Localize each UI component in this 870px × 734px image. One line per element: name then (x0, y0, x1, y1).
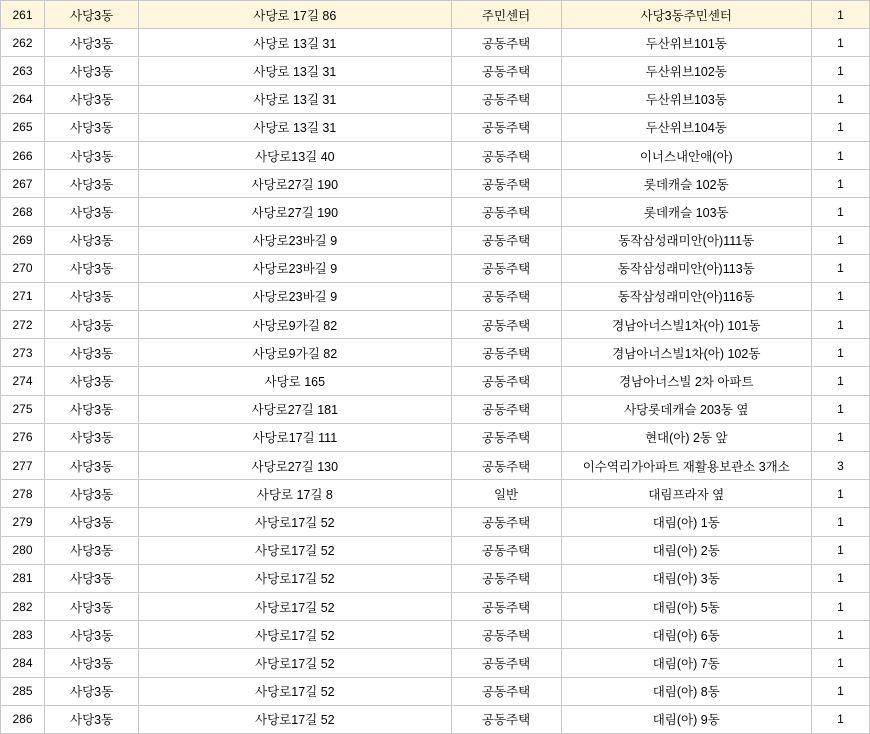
cell-type: 공동주택 (451, 254, 561, 282)
cell-count: 1 (811, 649, 869, 677)
cell-count: 1 (811, 621, 869, 649)
cell-facility-name: 현대(아) 2동 앞 (561, 423, 811, 451)
cell-facility-name: 대림(아) 1동 (561, 508, 811, 536)
cell-address: 사당로27길 190 (139, 198, 451, 226)
cell-address: 사당로17길 52 (139, 564, 451, 592)
table-row[interactable] (1, 141, 870, 169)
cell-count: 1 (811, 564, 869, 592)
cell-count: 1 (811, 677, 869, 705)
cell-type: 공동주택 (451, 311, 561, 339)
cell-row-number: 286 (1, 705, 45, 733)
cell-type: 공동주택 (451, 423, 561, 451)
cell-type: 주민센터 (451, 1, 561, 29)
cell-count: 1 (811, 339, 869, 367)
cell-address: 사당로17길 52 (139, 508, 451, 536)
table-row[interactable] (1, 1, 870, 29)
cell-address: 사당로 17길 86 (139, 1, 451, 29)
cell-row-number: 285 (1, 677, 45, 705)
table-row[interactable] (1, 367, 870, 395)
cell-row-number: 276 (1, 423, 45, 451)
table-row[interactable] (1, 226, 870, 254)
cell-row-number: 277 (1, 452, 45, 480)
cell-count: 1 (811, 311, 869, 339)
cell-address: 사당로13길 40 (139, 141, 451, 169)
table-row[interactable] (1, 508, 870, 536)
cell-district: 사당3동 (45, 536, 139, 564)
cell-facility-name: 두산위브103동 (561, 85, 811, 113)
cell-type: 공동주택 (451, 621, 561, 649)
cell-address: 사당로 13길 31 (139, 85, 451, 113)
cell-type: 공동주택 (451, 170, 561, 198)
cell-district: 사당3동 (45, 649, 139, 677)
cell-facility-name: 대림(아) 5동 (561, 592, 811, 620)
cell-row-number: 268 (1, 198, 45, 226)
cell-district: 사당3동 (45, 170, 139, 198)
table-row[interactable] (1, 395, 870, 423)
cell-type: 공동주택 (451, 536, 561, 564)
cell-district: 사당3동 (45, 226, 139, 254)
table-row[interactable] (1, 170, 870, 198)
cell-district: 사당3동 (45, 592, 139, 620)
table-row[interactable] (1, 536, 870, 564)
cell-row-number: 266 (1, 141, 45, 169)
cell-type: 공동주택 (451, 339, 561, 367)
cell-facility-name: 대림(아) 3동 (561, 564, 811, 592)
cell-count: 1 (811, 141, 869, 169)
cell-district: 사당3동 (45, 452, 139, 480)
cell-address: 사당로23바길 9 (139, 282, 451, 310)
cell-facility-name: 두산위브104동 (561, 113, 811, 141)
cell-count: 1 (811, 198, 869, 226)
cell-row-number: 280 (1, 536, 45, 564)
cell-row-number: 270 (1, 254, 45, 282)
cell-row-number: 281 (1, 564, 45, 592)
cell-row-number: 278 (1, 480, 45, 508)
cell-count: 1 (811, 254, 869, 282)
cell-type: 공동주택 (451, 508, 561, 536)
cell-type: 공동주택 (451, 564, 561, 592)
cell-address: 사당로 165 (139, 367, 451, 395)
cell-facility-name: 대림(아) 6동 (561, 621, 811, 649)
table-row[interactable] (1, 621, 870, 649)
cell-address: 사당로 17길 8 (139, 480, 451, 508)
cell-type: 공동주택 (451, 367, 561, 395)
cell-address: 사당로23바길 9 (139, 226, 451, 254)
cell-type: 공동주택 (451, 677, 561, 705)
cell-count: 1 (811, 423, 869, 451)
cell-district: 사당3동 (45, 141, 139, 169)
table-row[interactable] (1, 423, 870, 451)
cell-row-number: 265 (1, 113, 45, 141)
cell-type: 공동주택 (451, 57, 561, 85)
cell-address: 사당로17길 111 (139, 423, 451, 451)
table-row[interactable] (1, 705, 870, 733)
cell-address: 사당로 13길 31 (139, 113, 451, 141)
cell-address: 사당로27길 130 (139, 452, 451, 480)
cell-type: 공동주택 (451, 705, 561, 733)
cell-count: 1 (811, 1, 869, 29)
cell-facility-name: 이너스내안애(아) (561, 141, 811, 169)
cell-row-number: 263 (1, 57, 45, 85)
table-row[interactable] (1, 57, 870, 85)
cell-address: 사당로23바길 9 (139, 254, 451, 282)
cell-count: 1 (811, 282, 869, 310)
cell-facility-name: 경남아너스빌1차(아) 101동 (561, 311, 811, 339)
table-row[interactable] (1, 677, 870, 705)
cell-district: 사당3동 (45, 254, 139, 282)
cell-row-number: 279 (1, 508, 45, 536)
cell-district: 사당3동 (45, 395, 139, 423)
cell-address: 사당로 13길 31 (139, 29, 451, 57)
cell-district: 사당3동 (45, 57, 139, 85)
table-row[interactable] (1, 254, 870, 282)
cell-type: 공동주택 (451, 198, 561, 226)
cell-type: 공동주택 (451, 85, 561, 113)
cell-district: 사당3동 (45, 29, 139, 57)
cell-type: 공동주택 (451, 141, 561, 169)
cell-type: 공동주택 (451, 592, 561, 620)
cell-type: 공동주택 (451, 226, 561, 254)
cell-district: 사당3동 (45, 339, 139, 367)
table-row[interactable] (1, 85, 870, 113)
cell-row-number: 272 (1, 311, 45, 339)
table-row[interactable] (1, 113, 870, 141)
table-row[interactable] (1, 198, 870, 226)
table-row[interactable] (1, 339, 870, 367)
cell-row-number: 264 (1, 85, 45, 113)
cell-count: 1 (811, 480, 869, 508)
cell-count: 1 (811, 592, 869, 620)
table-body (1, 1, 870, 734)
cell-district: 사당3동 (45, 480, 139, 508)
cell-facility-name: 대림(아) 9동 (561, 705, 811, 733)
cell-count: 1 (811, 395, 869, 423)
cell-district: 사당3동 (45, 85, 139, 113)
cell-address: 사당로27길 181 (139, 395, 451, 423)
cell-row-number: 274 (1, 367, 45, 395)
cell-address: 사당로17길 52 (139, 705, 451, 733)
cell-address: 사당로27길 190 (139, 170, 451, 198)
cell-address: 사당로9가길 82 (139, 339, 451, 367)
cell-address: 사당로17길 52 (139, 621, 451, 649)
cell-district: 사당3동 (45, 621, 139, 649)
cell-district: 사당3동 (45, 705, 139, 733)
cell-district: 사당3동 (45, 564, 139, 592)
cell-facility-name: 두산위브101동 (561, 29, 811, 57)
cell-type: 공동주택 (451, 113, 561, 141)
cell-facility-name: 경남아너스빌1차(아) 102동 (561, 339, 811, 367)
cell-count: 1 (811, 705, 869, 733)
cell-facility-name: 경남아너스빌 2차 아파트 (561, 367, 811, 395)
cell-type: 일반 (451, 480, 561, 508)
cell-address: 사당로 13길 31 (139, 57, 451, 85)
cell-count: 1 (811, 508, 869, 536)
cell-type: 공동주택 (451, 282, 561, 310)
table-row[interactable] (1, 592, 870, 620)
cell-facility-name: 대림(아) 2동 (561, 536, 811, 564)
cell-row-number: 275 (1, 395, 45, 423)
cell-facility-name: 두산위브102동 (561, 57, 811, 85)
cell-district: 사당3동 (45, 1, 139, 29)
cell-count: 1 (811, 536, 869, 564)
cell-district: 사당3동 (45, 677, 139, 705)
cell-count: 1 (811, 367, 869, 395)
cell-district: 사당3동 (45, 367, 139, 395)
cell-type: 공동주택 (451, 29, 561, 57)
cell-row-number: 261 (1, 1, 45, 29)
cell-district: 사당3동 (45, 508, 139, 536)
cell-count: 1 (811, 85, 869, 113)
cell-type: 공동주택 (451, 395, 561, 423)
cell-facility-name: 사당3동주민센터 (561, 1, 811, 29)
cell-count: 1 (811, 226, 869, 254)
cell-row-number: 273 (1, 339, 45, 367)
table-row[interactable] (1, 29, 870, 57)
cell-count: 1 (811, 29, 869, 57)
cell-count: 3 (811, 452, 869, 480)
cell-row-number: 267 (1, 170, 45, 198)
cell-district: 사당3동 (45, 198, 139, 226)
cell-row-number: 283 (1, 621, 45, 649)
table-row[interactable] (1, 649, 870, 677)
cell-row-number: 271 (1, 282, 45, 310)
cell-row-number: 262 (1, 29, 45, 57)
cell-address: 사당로17길 52 (139, 677, 451, 705)
cell-district: 사당3동 (45, 311, 139, 339)
cell-facility-name: 대림(아) 7동 (561, 649, 811, 677)
cell-type: 공동주택 (451, 649, 561, 677)
cell-row-number: 284 (1, 649, 45, 677)
table-row[interactable] (1, 480, 870, 508)
table-row[interactable] (1, 311, 870, 339)
cell-count: 1 (811, 113, 869, 141)
cell-facility-name: 롯데캐슬 103동 (561, 198, 811, 226)
cell-address: 사당로17길 52 (139, 592, 451, 620)
cell-district: 사당3동 (45, 423, 139, 451)
cell-facility-name: 롯데캐슬 102동 (561, 170, 811, 198)
cell-address: 사당로17길 52 (139, 649, 451, 677)
cell-facility-name: 이수역리가아파트 재활용보관소 3개소 (561, 452, 811, 480)
cell-district: 사당3동 (45, 113, 139, 141)
cell-count: 1 (811, 57, 869, 85)
cell-facility-name: 동작삼성래미안(아)111동 (561, 226, 811, 254)
cell-row-number: 282 (1, 592, 45, 620)
cell-facility-name: 대림(아) 8동 (561, 677, 811, 705)
cell-address: 사당로17길 52 (139, 536, 451, 564)
cell-facility-name: 동작삼성래미안(아)116동 (561, 282, 811, 310)
cell-facility-name: 사당롯데캐슬 203동 옆 (561, 395, 811, 423)
table-row[interactable] (1, 452, 870, 480)
cell-count: 1 (811, 170, 869, 198)
cell-type: 공동주택 (451, 452, 561, 480)
cell-facility-name: 동작삼성래미안(아)113동 (561, 254, 811, 282)
cell-row-number: 269 (1, 226, 45, 254)
table-row[interactable] (1, 564, 870, 592)
cell-facility-name: 대림프라자 옆 (561, 480, 811, 508)
table-row[interactable] (1, 282, 870, 310)
cell-address: 사당로9가길 82 (139, 311, 451, 339)
cell-district: 사당3동 (45, 282, 139, 310)
